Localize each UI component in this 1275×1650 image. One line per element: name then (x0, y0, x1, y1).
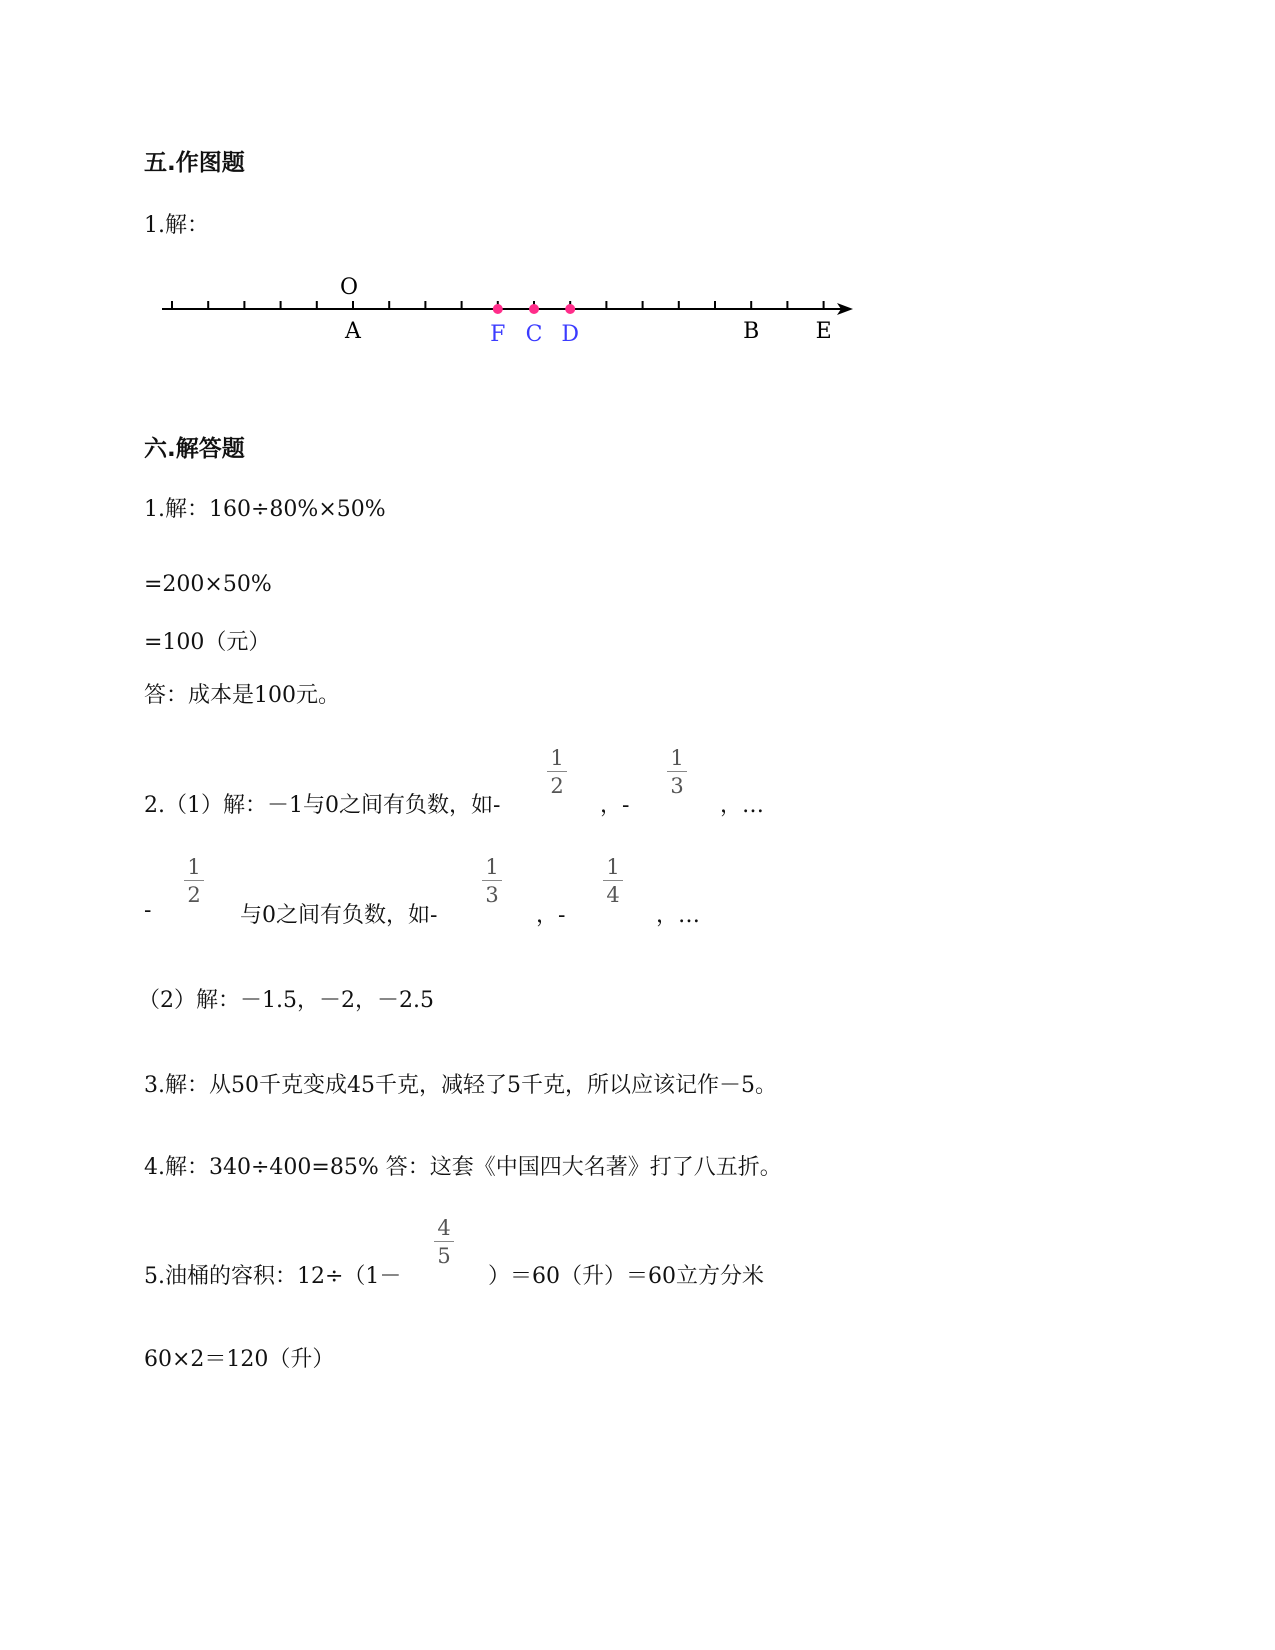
fraction-one-quarter: 1 4 (601, 857, 625, 906)
point-c-label: C (525, 322, 543, 347)
point-d-label: D (561, 322, 580, 347)
q2-part2: （2）解：－1.5，－2，－2.5 (138, 988, 434, 1013)
q5-line-2: 60×2＝120（升） (144, 1347, 335, 1372)
point-a-label: A (345, 319, 361, 344)
question-1-label: 1.解： (144, 213, 209, 238)
section-heading-solutions: 六.解答题 (144, 436, 245, 462)
fraction-one-third: 1 3 (665, 748, 689, 797)
number-line-points (344, 304, 832, 347)
q2-row2-sep1: ，- (536, 903, 566, 928)
q1-answer: 答：成本是100元。 (144, 683, 340, 708)
q3-text: 3.解：从50千克变成45千克，减轻了5千克，所以应该记作－5。 (144, 1073, 777, 1098)
number-line-axis (162, 303, 853, 315)
q2-row1-prefix: 2.（1）解：－1与0之间有负数，如- (144, 793, 501, 818)
number-line-figure (155, 268, 860, 353)
q4-text: 4.解：340÷400=85% 答：这套《中国四大名著》打了八五折。 (144, 1155, 782, 1180)
section-heading-drawing: 五.作图题 (144, 150, 245, 176)
q2-row1-sep2: ，… (720, 793, 765, 818)
point-b-label: B (743, 319, 760, 344)
fraction-one-half: 1 2 (545, 748, 569, 797)
q1-line-3: =100（元） (144, 630, 271, 655)
q5-suffix: ）＝60（升）＝60立方分米 (488, 1264, 764, 1289)
q2-row2-mid: 与0之间有负数，如- (240, 903, 438, 928)
q2-row2-sep2: ，… (656, 903, 701, 928)
point-d-dot (565, 304, 575, 314)
q1-line-1: 1.解：160÷80%×50% (144, 497, 386, 522)
point-c-dot (529, 304, 539, 314)
fraction-one-half: 1 2 (182, 857, 206, 906)
fraction-four-fifths: 4 5 (432, 1218, 456, 1267)
point-e-label: E (815, 319, 832, 344)
point-f-label: F (490, 322, 506, 347)
point-f-dot (493, 304, 503, 314)
q2-row1-sep1: ，- (600, 793, 630, 818)
origin-label: O (339, 275, 359, 300)
fraction-one-third: 1 3 (480, 857, 504, 906)
q2-row2-prefix: - (144, 898, 152, 923)
q1-line-2: =200×50% (144, 572, 272, 597)
q5-prefix: 5.油桶的容积：12÷（1－ (144, 1264, 402, 1289)
